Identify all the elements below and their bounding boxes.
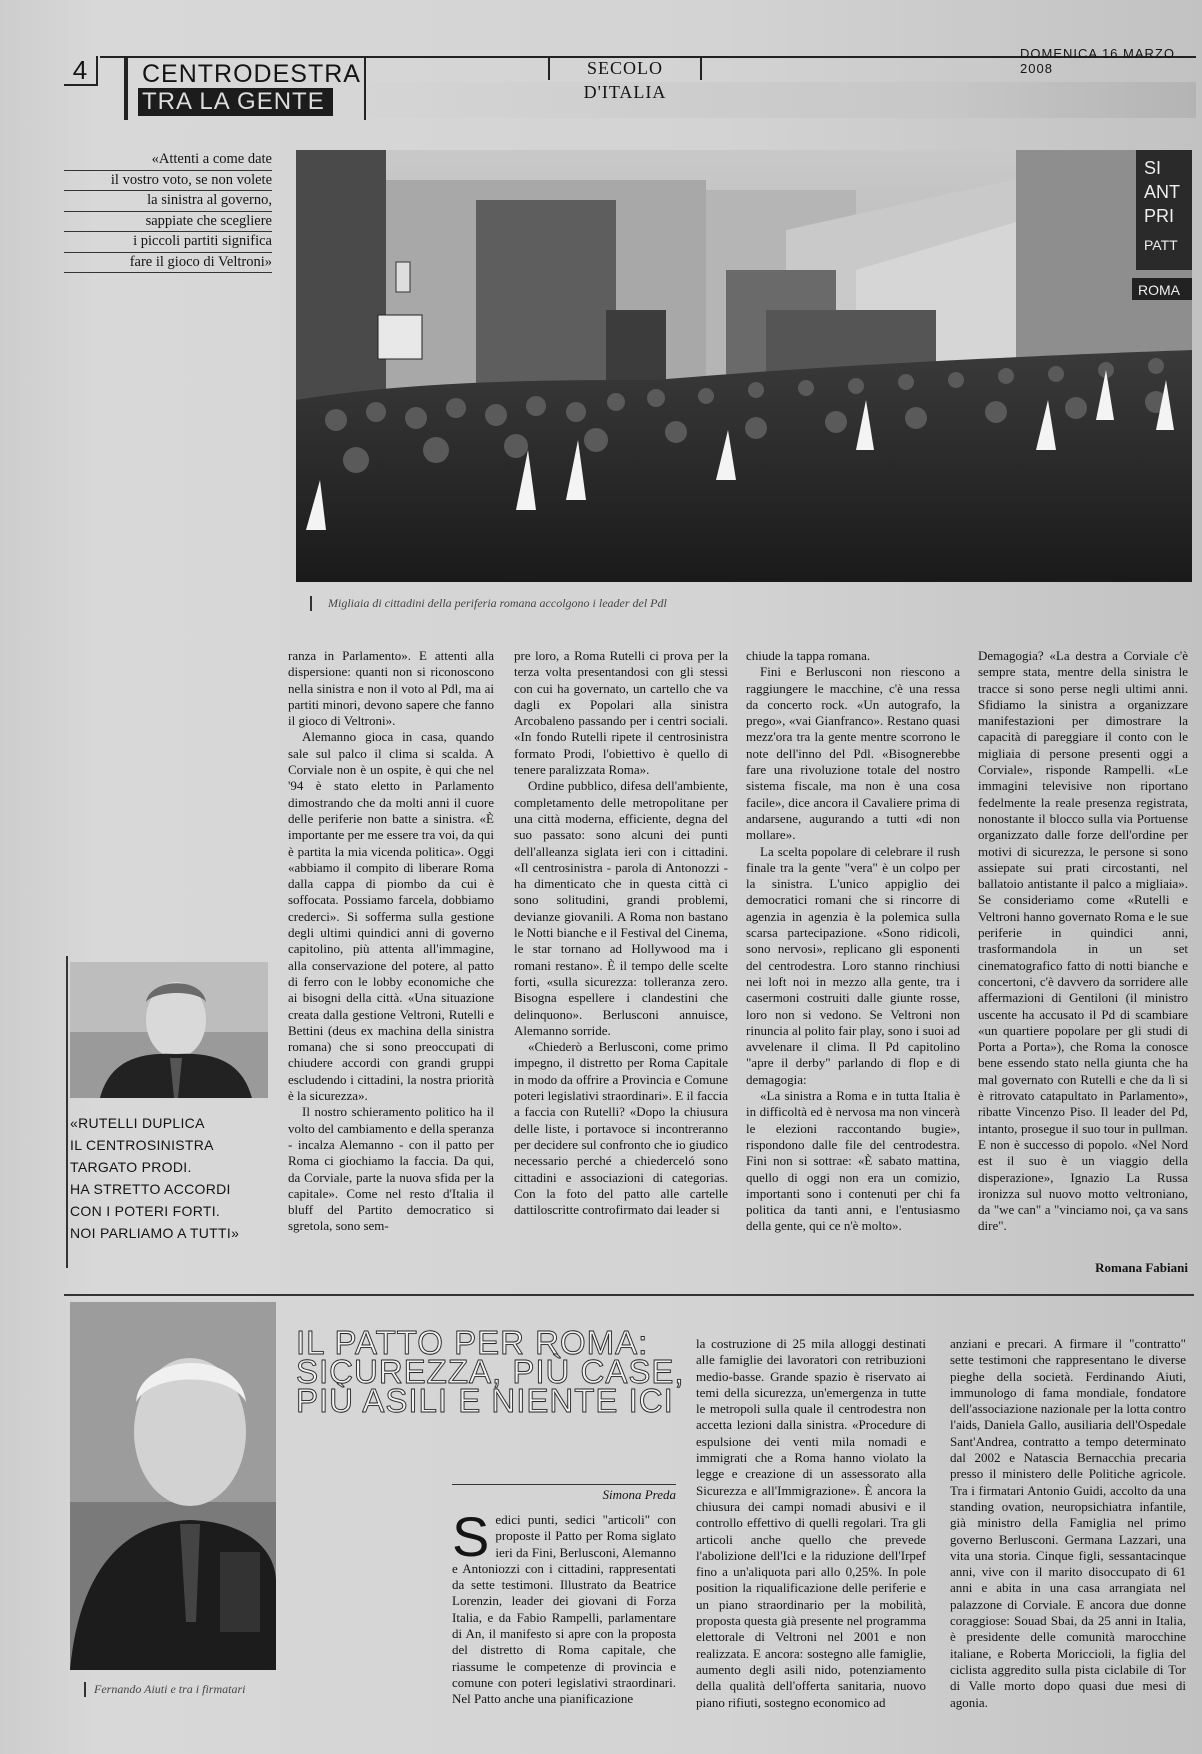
crowd-photo-image <box>296 150 1192 582</box>
article2-author: Simona Preda <box>452 1484 676 1503</box>
article-column-4 <box>978 648 1188 1252</box>
photo-caption: Migliaia di cittadini della periferia romana accolgono i leader del Pdl <box>310 596 1028 611</box>
section-line2: TRA LA GENTE <box>138 88 333 116</box>
inset-quote <box>70 1112 270 1244</box>
paragraph: La scelta popolare di celebrare il rush finale tra la gente "vera" è un colpo per la sinistra. L'unico appiglio dei democratici romani che si rincorre di agenzia in agenzia è la polemica sulla scarsa partecipazione. «Sono ridicoli, sono nervosi», replicano gli esponenti del centrodestra. Loro stanno rinchiusi nei loft noi in mezzo alla gente, tra i casermoni costruiti dalle giunte rosse, loro non si vedono. Se Veltroni non rinuncia al polito fair play, sono i suoi ad avvelenare il clima. Il Pd capitolino "apre il derby" parlando di flop e di demagogia: <box>746 843 960 1087</box>
pull-quote <box>64 150 272 273</box>
paragraph: Il nostro schieramento politico ha il volto del cambiamento e della speranza - incalza Alemanno - con il patto per Roma ci giochiamo la faccia. Da qui, da Corviale, parte la nuova sfida per la capitale». Come nel resto d'Italia il bluff del Partito democratico si sgretola, sono sem- <box>288 1104 494 1234</box>
header-band <box>362 82 1196 118</box>
paragraph: edici punti, sedici "articoli" con proposte il Patto per Roma siglato ieri da Fini, Berlusconi, Alemanno e Antoniozzi con i cittadini, rappresentati da sette testimoni. Illustrato da Beatrice Lorenzin, leader dei giovani di Forza Italia, e da Fabio Rampelli, parlamentare di An, il manifesto si apre con la proposta del distretto di Roma capitale, che riassume le competenze di provincia e comune con poteri legislativi straordinari. Nel Patto anche una pianificazione <box>452 1512 676 1707</box>
paragraph: Alemanno gioca in casa, quando sale sul palco il clima si scalda. A Corviale non è un ospite, è qui che nel '94 è stato eletto in Parlamento dimostrando che da molti anni il cuore delle periferie non batte a sinistra. «È importante per me essere tra voi, da qui è partita la mia vicenda politica». Oggi «abbiamo il compito di liberare Roma dalla cappa di piombo da cui è soffocata. Possiamo farcela, dobbiamo crederci». Si sofferma sulla gestione degli ultimi quindici anni di governo capitolino, più attenta all'immagine, alla conservazione del potere, al patto di ferro con le lobby economiche che ai bisogni della città. «Una situazione creata dalla gestione Veltroni, Rutelli e Bettini (deus ex machina della sinistra romana) che si sono preoccupati di chiudere accordi con grandi gruppi escludendo i cittadini, la nostra priorità è la sicurezza». <box>288 729 494 1104</box>
sign-icon <box>378 315 422 359</box>
section-label <box>124 56 366 120</box>
svg-text:PATT: PATT <box>1144 237 1178 253</box>
crowd-photo <box>296 150 1192 582</box>
drop-cap: S <box>452 1512 490 1568</box>
pull-quote-line: i piccoli partiti significa <box>64 232 272 253</box>
svg-text:ANT: ANT <box>1144 182 1180 202</box>
pull-quote-line: la sinistra al governo, <box>64 191 272 212</box>
portrait-photo <box>70 962 268 1098</box>
portrait-image <box>70 962 268 1098</box>
paragraph: Fini e Berlusconi non riescono a raggiungere le macchine, c'è una ressa da concerto rock. «Un autografo, la prego», «vai Gianfranco». Restano quasi mezz'ora tra la gente mentre scorrono le note dell'inno del Pdl. «Bisognerebbe fare una rivoluzione totale del nostro sistema fiscale, ma non è una cosa facile», dice ancora il Cavaliere prima di andarsene, augurando a tutti «di non mollare». <box>746 664 960 843</box>
inset-quote-line: TARGATO PRODI. <box>70 1159 192 1175</box>
inset-quote-line: NOI PARLIAMO A TUTTI» <box>70 1225 240 1241</box>
paragraph: «Chiederò a Berlusconi, come primo impegno, il distretto per Roma Capitale in modo da offrire a Provincia e Comune poteri legislativi straordinari». E il faccia a faccia con Rutelli? «Dopo la chiusura delle liste, i portavoce si incontreranno per decidere sul confronto che io giudico necessario perché a chiederceló sono cittadini e associazioni di categorias. Con la foto del patto alle cartelle dattiloscritte controfirmato dai leader si <box>514 1039 728 1218</box>
dateline: DOMENICA 16 MARZO 2008 <box>1020 46 1175 76</box>
article-column-3 <box>746 648 960 1272</box>
article2-column-2 <box>696 1336 926 1738</box>
paragraph: chiude la tappa romana. <box>746 648 871 663</box>
inset-quote-line: IL CENTROSINISTRA <box>70 1137 214 1153</box>
pull-quote-line: fare il gioco di Veltroni» <box>64 253 272 274</box>
inset-quote-line: CON I POTERI FORTI. <box>70 1203 221 1219</box>
masthead: SECOLO D'ITALIA <box>548 56 702 80</box>
byline: Romana Fabiani <box>1095 1260 1188 1275</box>
aiuti-image <box>70 1302 276 1670</box>
article2-column-1 <box>452 1512 676 1738</box>
paragraph: ranza in Parlamento». E attenti alla dispersione: quanti non si riconoscono nella sinistra e non il voto al Pdl, ma ai partiti minori, devono sapere che fanno il gioco di Veltroni». <box>288 648 494 729</box>
inset-quote-line: «RUTELLI DUPLICA <box>70 1115 205 1131</box>
headline-line: PIÙ ASILI E NIENTE ICI <box>296 1382 674 1419</box>
headline-line: IL PATTO PER ROMA: <box>296 1324 649 1361</box>
article-column-1 <box>288 648 494 1272</box>
pull-quote-line: «Attenti a come date <box>64 150 272 171</box>
pull-quote-line: il vostro voto, se non volete <box>64 171 272 192</box>
article2-headline <box>296 1324 685 1419</box>
article2-column-3 <box>950 1336 1186 1740</box>
aiuti-photo-caption: Fernando Aiuti e tra i firmatari <box>84 1682 294 1697</box>
section-line1: CENTRODESTRA <box>142 60 361 88</box>
inset-quote-line: HA STRETTO ACCORDI <box>70 1181 231 1197</box>
svg-text:PRI: PRI <box>1144 206 1175 226</box>
inset-rule <box>66 956 68 1268</box>
article-divider <box>64 1294 1194 1296</box>
aiuti-photo <box>70 1302 276 1670</box>
paragraph: la costruzione di 25 mila alloggi destinati alle famiglie dei lavoratori con retribuzioni medio-basse. Grande spazio è riservato ai temi della sicurezza, un'emergenza in tutte le metropoli sulla quale il centrodestra non accetta lezioni dalla sinistra. «Procedure di espulsione dei venti mila nomadi e immigrati che a Roma hanno violato la legge e creazione di un assessorato alla Sicurezza e all'Immigrazione». È ancora la chiusura dei campi nomadi abusivi e il controllo effettivo di quelli regolari. Tra gli articoli anche quello che prevede l'abolizione dell'Ici e la riduzione dell'Irpef fino a un'aliquota pari allo 0,25%. In pole position la riqualificazione delle periferie e un piano straordinario per la mobilità, proposta questa già presente nel programma elettorale di Veltroni nel 2001 e non realizzata. E ancora: sostegno alle famiglie, aumento degli asili nido, potenziamento della qualità dell'offerta sanitaria, nuovo piano rifiuti, sostegno economico ad <box>696 1336 926 1710</box>
paragraph: «La sinistra a Roma e in tutta Italia è in difficoltà ed è nervosa ma non vincerà le elezioni raccontando bugie», rispondono dalle file del centrodestra. Fini non si sottrae: «È sabato mattina, quello di oggi non era un comizio, importanti sono i contenuti per chi fa politica da tanti anni, e l'entusiasmo della gente, qui ce n'è molto». <box>746 1088 960 1234</box>
svg-text:ROMA: ROMA <box>1138 282 1180 298</box>
page-number: 4 <box>64 56 98 86</box>
paragraph: Demagogia? «La destra a Corviale c'è sempre stata, mentre della sinistra le tracce si sono perse negli ultimi anni. Sfidiamo la sinistra a organizzare manifestazioni per dimostrare la capacità di pareggiare il conto con le migliaia di persone presenti oggi a Corviale», risponde Rampelli. «Le immagini televisive non riportano fedelmente la reale presenza registrata, nonostante il blocco sulla via Portuense organizzato dalle forze dell'ordine per motivi di sicurezza, le persone si sono assiepate sui prati circostanti, nel ballatoio antistante il palco a migliaia». Se consideriamo come «Rutelli e Veltroni hanno governato Roma e le sue periferie in quindici anni, trasformandola in un set cinematografico fatto di notti bianche e concertoni, c'è davvero da sorridere alle affermazioni di Gentiloni (il ministro uscente ha accusato il Pd di scambiare «un quartiere popolare per gli studi di Porta a Porta»), che Roma la conosce bene essendo stato nella giunta che ha mal governato con Rutelli e che da lì si è ritrovato catapultato in Parlamento», ribatte Vincenzo Piso. Il leader del Pd, intanto, prosegue il suo tour in pullman. E non è successo di popolo. «Nel Nord est il suo è un viaggio della disperazione», Ignazio La Russa ironizza sul nuovo motto veltroniano, da "we can" a "vinciamo noi, ça va sans dire". <box>978 648 1188 1234</box>
paragraph: pre loro, a Roma Rutelli ci prova per la terza volta presentandosi con gli stessi con cui ha governato, un cartello che va dagli ex Popolari alla sinistra Arcobaleno passando per i centri sociali. «In fondo Rutelli ripete il centrosinistra formato Prodi, l'obiettivo è quello di tenere paralizzata Roma». <box>514 648 728 778</box>
paragraph: Ordine pubblico, difesa dell'ambiente, completamento delle metropolitane per una città moderna, efficiente, degna del suo passato: sono alcuni dei punti dell'alleanza siglata ieri con i cittadini. «Il centrosinistra - parola di Antonozzi - ha dimenticato che in questa città ci sono solitudini, grandi problemi, devianze giovanili. A Roma non bastano le Notti bianche e il Festival del Cinema, le star tornano ad Hollywood ma i romani restano». È il tempo delle scelte forti, «sulla sicurezza: tolleranza zero. Bisogna espellere i clandestini che delinquono». Berlusconi annuisce, Alemanno sorride. <box>514 778 728 1038</box>
svg-text:SI: SI <box>1144 158 1162 178</box>
paragraph: anziani e precari. A firmare il "contratto" sette testimoni che rappresentano le diverse pieghe della società. Ferdinando Aiuti, immunologo di fama mondiale, fondatore dell'associazione nazionale per la lotta contro l'aids, Daniela Gallo, ausiliaria dell'Ospedale Sant'Andrea, contratto a tempo determinato dal 2002 e Natascia Bernacchia precaria presso il ministero delle Politiche agricole. Tra i firmatari Antonio Guidi, accolto da una standing ovation, neuropsichiatra infantile, già ministro della Famiglia nel primo governo Berlusconi. Germana Lazzari, una vita una storia. Cinque figli, sessantacinque anni, vive con il marito disoccupato di 61 anni e abita in una casa arrangiata nel palazzone di Corviale. E ancora due donne coraggiose: Souad Sbai, da 25 anni in Italia, è presidente delle comunità marocchine italiane, e Roberta Moriccioli, la figlia del ciclista aggredito sulla pista ciclabile di Tor di Valle morto dopo quasi due mesi di agonia. <box>950 1336 1186 1710</box>
headline-line: SICUREZZA, PIÙ CASE, <box>296 1353 685 1390</box>
article-column-2 <box>514 648 728 1272</box>
pull-quote-line: sappiate che scegliere <box>64 212 272 233</box>
